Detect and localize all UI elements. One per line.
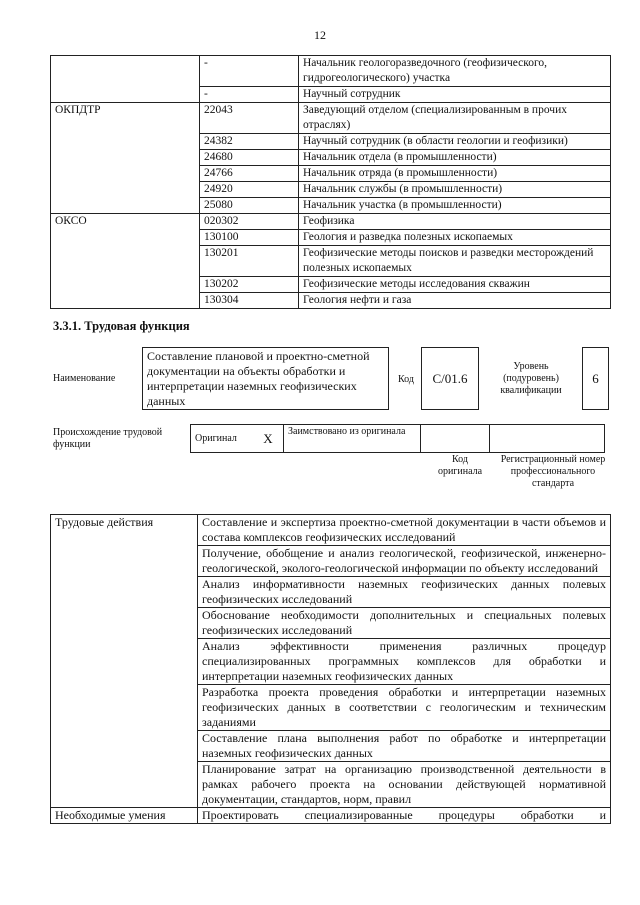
classifier-name-cell: ОКПДТР (51, 103, 200, 214)
skills-row (51, 808, 611, 824)
labor-action-cell: Получение, обобщение и анализ геологической, геофизической, инженерно-геологической, эколого-геологической информации по объекту исследований (198, 546, 611, 577)
labor-action-cell: Составление плана выполнения работ по обработке и интерпретации наземных геофизических данных (198, 731, 611, 762)
classifier-title-cell: Геология и разведка полезных ископаемых (299, 230, 611, 246)
table-row (51, 56, 611, 87)
classifier-code-cell: 24680 (200, 150, 299, 166)
original-label-cell (191, 425, 254, 453)
classifier-name-cell: ОКСО (51, 214, 200, 309)
original-label: Оригинал (195, 433, 237, 444)
labor-action-cell: Анализ информативности наземных геофизических данных полевых геофизических исследований (198, 577, 611, 608)
classifier-table (50, 55, 611, 309)
classifier-code-cell: 130202 (200, 277, 299, 293)
classifier-title-cell: Геология нефти и газа (299, 293, 611, 309)
classifier-title-cell: Заведующий отделом (специализированным в прочих отраслях) (299, 103, 611, 134)
labor-action-cell: Разработка проекта проведения обработки и интерпретации наземных геофизических данных в соответствии с геологическим и техническим заданиями (198, 685, 611, 731)
origin-table (190, 424, 605, 453)
borrowed-label: Заимствовано из оригинала (288, 426, 406, 437)
reg-number-cell (490, 425, 605, 453)
classifier-code-cell: 020302 (200, 214, 299, 230)
page-number: 12 (314, 28, 326, 42)
qualification-level-label: Уровень (подуровень) квалификации (500, 361, 562, 396)
code-original-cell (421, 425, 490, 453)
classifier-title-cell: Научный сотрудник (в области геологии и геофизики) (299, 134, 611, 150)
classifier-code-cell: 24382 (200, 134, 299, 150)
reg-number-caption: Регистрационный номер профессионального стандарта (500, 454, 606, 489)
labor-actions-label: Трудовые действия (51, 515, 198, 808)
labor-action-cell: Планирование затрат на организацию производственной деятельности в рамках рабочего проекта на основании действующей нормативной документации, стандартов, норм, правил (198, 762, 611, 808)
borrowed-label-cell (284, 425, 421, 453)
original-mark-cell (253, 425, 284, 453)
classifier-title-cell: Начальник геологоразведочного (геофизического, гидрогеологического) участка (299, 56, 611, 87)
classifier-code-cell: 22043 (200, 103, 299, 134)
classifier-code-cell: 24920 (200, 182, 299, 198)
function-name-field: Составление плановой и проектно-сметной документации на объекты обработки и интерпретации наземных геофизических данных (142, 347, 389, 410)
table-row (51, 214, 611, 230)
classifier-code-cell: - (200, 87, 299, 103)
classifier-title-cell: Начальник отряда (в промышленности) (299, 166, 611, 182)
skills-label: Необходимые умения (51, 808, 198, 824)
original-mark: X (263, 431, 273, 446)
classifier-code-cell: 24766 (200, 166, 299, 182)
classifier-title-cell: Начальник службы (в промышленности) (299, 182, 611, 198)
labor-action-row (51, 515, 611, 546)
classifier-code-cell: 130304 (200, 293, 299, 309)
classifier-name-cell (51, 56, 200, 103)
qualification-level-field: 6 (582, 347, 609, 410)
classifier-title-cell: Научный сотрудник (299, 87, 611, 103)
code-label: Код (398, 374, 414, 385)
classifier-title-cell: Начальник участка (в промышленности) (299, 198, 611, 214)
code-original-caption: Код оригинала (437, 454, 483, 477)
function-code-field: С/01.6 (421, 347, 479, 410)
skill-cell: Проектировать специализированные процедуры обработки и (198, 808, 611, 824)
labor-action-cell: Составление и экспертиза проектно-сметной документации в части объемов и состава комплексов геофизических исследований (198, 515, 611, 546)
classifier-title-cell: Геофизика (299, 214, 611, 230)
labor-action-cell: Обоснование необходимости дополнительных и специальных полевых геофизических исследований (198, 608, 611, 639)
classifier-title-cell: Геофизические методы исследования скважин (299, 277, 611, 293)
classifier-title-cell: Начальник отдела (в промышленности) (299, 150, 611, 166)
labor-function-table (50, 514, 611, 824)
section-heading: 3.3.1. Трудовая функция (53, 319, 190, 333)
classifier-code-cell: 130100 (200, 230, 299, 246)
classifier-code-cell: 130201 (200, 246, 299, 277)
table-row (51, 103, 611, 134)
classifier-title-cell: Геофизические методы поисков и разведки месторождений полезных ископаемых (299, 246, 611, 277)
classifier-code-cell: 25080 (200, 198, 299, 214)
origin-label: Происхождение трудовой функции (53, 427, 163, 450)
labor-action-cell: Анализ эффективности применения различных процедур специализированных программных комплексов для обработки и интерпретации наземных геофизических данных (198, 639, 611, 685)
classifier-code-cell: - (200, 56, 299, 87)
name-label: Наименование (53, 373, 116, 384)
